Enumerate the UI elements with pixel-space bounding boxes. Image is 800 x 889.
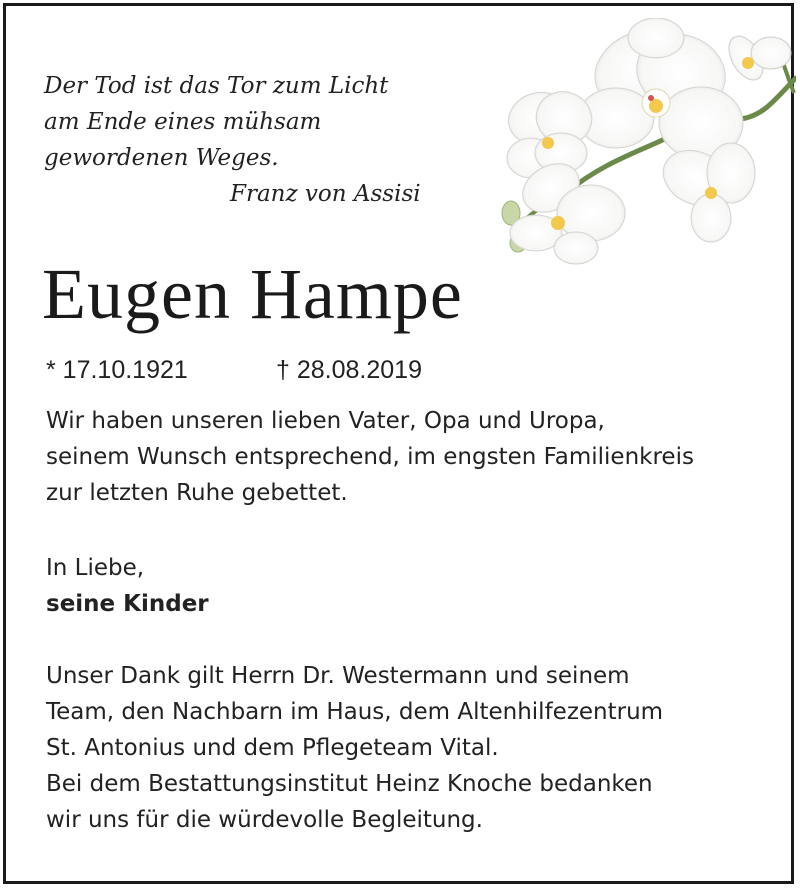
text-line: seinem Wunsch entsprechend, im engsten Familienkreis — [46, 444, 694, 470]
quote-line: Der Tod ist das Tor zum Licht — [44, 73, 389, 99]
thanks-paragraph — [46, 658, 663, 838]
text-line: St. Antonius und dem Pflegeteam Vital. — [46, 735, 499, 761]
signature — [46, 550, 209, 622]
birth-date: * 17.10.1921 — [46, 356, 188, 384]
quote-line: am Ende eines mühsam — [44, 109, 322, 135]
life-dates — [46, 354, 422, 386]
quote — [44, 68, 421, 207]
announcement-paragraph — [46, 403, 694, 511]
text-line: Bei dem Bestattungsinstitut Heinz Knoche bedanken — [46, 771, 653, 797]
text-line: Unser Dank gilt Herrn Dr. Westermann und seinem — [46, 663, 630, 689]
obituary-card — [3, 3, 794, 884]
death-date: † 28.08.2019 — [276, 356, 422, 384]
quote-line: gewordenen Weges. — [44, 145, 279, 171]
deceased-name: Eugen Hampe — [42, 254, 463, 334]
text-line: Team, den Nachbarn im Haus, dem Altenhilfezentrum — [46, 699, 664, 725]
orchid-icon — [496, 18, 796, 268]
greeting: In Liebe, — [46, 555, 145, 581]
quote-author: Franz von Assisi — [230, 181, 421, 207]
text-line: Wir haben unseren lieben Vater, Opa und Uropa, — [46, 408, 605, 434]
text-line: zur letzten Ruhe gebettet. — [46, 480, 348, 506]
signers: seine Kinder — [46, 591, 209, 617]
text-line: wir uns für die würdevolle Begleitung. — [46, 807, 483, 833]
